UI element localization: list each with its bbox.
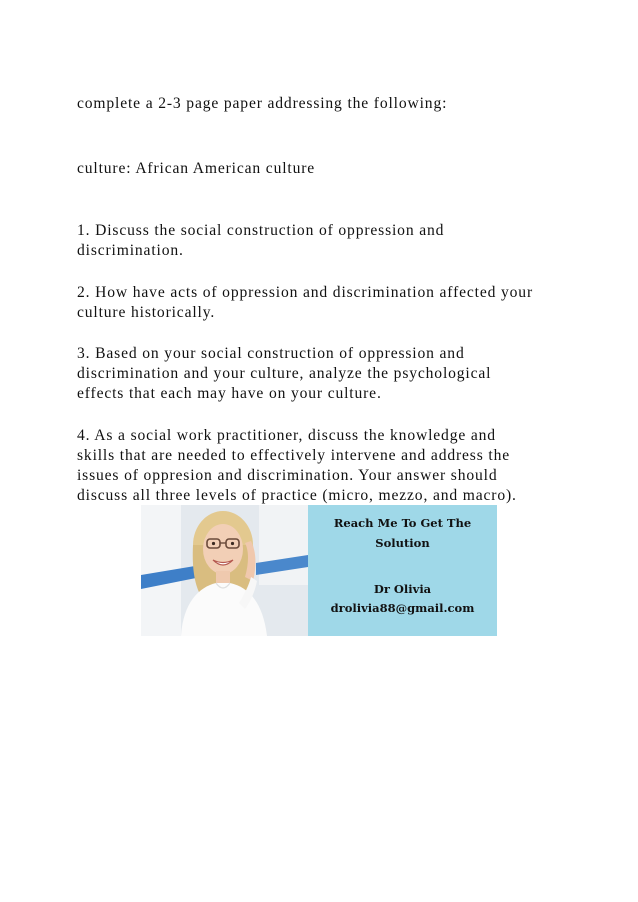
question-2-line-1: 2. How have acts of oppression and discrimination affected your (77, 284, 533, 301)
promo-line-2: Solution (375, 536, 430, 550)
question-3-line-2: discrimination and your culture, analyze the psychological (77, 365, 492, 382)
woman-with-glasses-icon (141, 505, 308, 636)
contact-email[interactable]: drolivia88@gmail.com (330, 601, 475, 615)
woman-with-glasses-photo (141, 505, 308, 636)
question-1-line-2: discrimination. (77, 242, 184, 259)
contact-name: Dr Olivia (373, 582, 432, 596)
question-4-line-3: issues of oppresion and discrimination. Your answer should (77, 467, 498, 484)
question-2-line-2: culture historically. (77, 304, 216, 321)
contact-panel (308, 505, 497, 636)
question-4-line-1: 4. As a social work practitioner, discuss the knowledge and (77, 427, 496, 444)
question-1-line-1: 1. Discuss the social construction of oppression and (77, 222, 445, 239)
question-4-line-2: skills that are needed to effectively intervene and address the (77, 447, 510, 464)
question-4-line-4: discuss all three levels of practice (micro, mezzo, and macro). (77, 487, 517, 504)
promo-line-1: Reach Me To Get The (333, 516, 472, 530)
question-3-line-3: effects that each may have on your culture. (77, 385, 382, 402)
question-3-line-1: 3. Based on your social construction of oppression and (77, 345, 465, 362)
culture-line: culture: African American culture (77, 160, 316, 177)
instruction-line: complete a 2-3 page paper addressing the following: (77, 95, 448, 112)
contact-banner (141, 505, 497, 636)
